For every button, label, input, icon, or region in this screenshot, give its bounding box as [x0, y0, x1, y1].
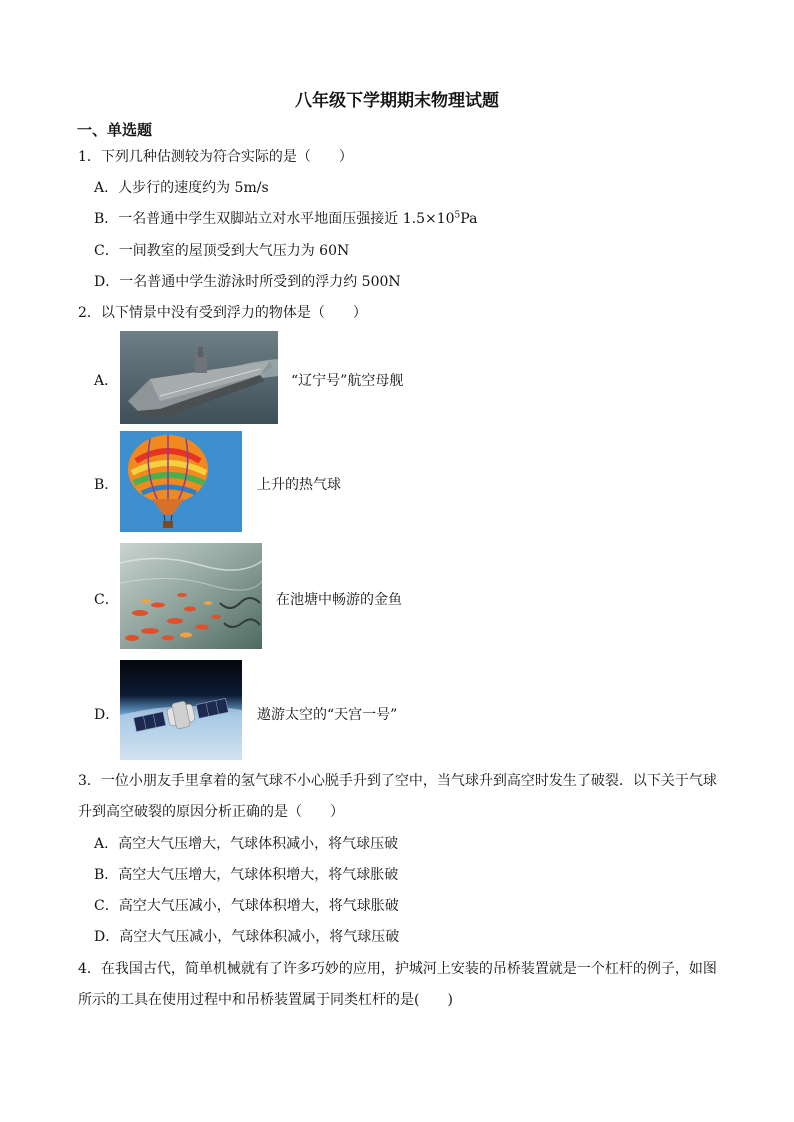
question-1-option-d: D．一名普通中学生游泳时所受到的浮力约 500N	[94, 274, 401, 290]
question-1-option-c: C．一间教室的屋顶受到大气压力为 60N	[94, 243, 350, 259]
question-1-stem: 1．下列几种估测较为符合实际的是（ ）	[78, 149, 353, 165]
question-3-option-c: C．高空大气压减小，气球体积增大，将气球胀破	[94, 898, 399, 914]
goldfish-pond-image	[120, 543, 262, 649]
question-2-option-b-caption: 上升的热气球	[257, 477, 341, 493]
question-1-option-a: A．人步行的速度约为 5m/s	[94, 180, 269, 196]
question-3-stem-line-1: 3．一位小朋友手里拿着的氢气球不小心脱手升到了空中，当气球升到高空时发生了破裂．以下关于气球	[78, 773, 717, 789]
section-heading: 一、单选题	[77, 121, 153, 139]
question-3-option-a: A．高空大气压增大，气球体积减小，将气球压破	[94, 836, 399, 852]
question-1-option-b: B．一名普通中学生双脚站立对水平地面压强接近 $1.5\times 10^5Pa$	[94, 210, 478, 227]
question-2-option-d-letter: D．	[94, 707, 120, 723]
question-3-stem-line-2: 升到高空破裂的原因分析正确的是（ ）	[78, 804, 344, 820]
question-2-option-c-caption: 在池塘中畅游的金鱼	[276, 592, 402, 608]
question-2-option-c-letter: C．	[94, 592, 119, 608]
question-4-stem-line-2: 所示的工具在使用过程中和吊桥装置属于同类杠杆的是( )	[78, 992, 453, 1008]
aircraft-carrier-image	[120, 331, 278, 424]
question-2-stem: 2．以下情景中没有受到浮力的物体是（ ）	[78, 305, 367, 321]
hot-air-balloon-image	[120, 431, 242, 532]
page-title: 八年级下学期期末物理试题	[295, 91, 499, 111]
question-2-option-b-letter: B．	[94, 477, 119, 493]
question-2-option-d-caption: 遨游太空的“天宫一号”	[257, 707, 398, 723]
space-station-image	[120, 660, 242, 760]
question-2-option-a-letter: A．	[94, 373, 119, 389]
question-2-option-a-caption: “辽宁号”航空母舰	[291, 373, 404, 389]
question-3-option-b: B．高空大气压增大，气球体积增大，将气球胀破	[94, 867, 399, 883]
question-3-option-d: D．高空大气压减小，气球体积减小，将气球压破	[94, 929, 400, 945]
question-4-stem-line-1: 4．在我国古代，简单机械就有了许多巧妙的应用，护城河上安装的吊桥装置就是一个杠杆的例子，如图	[78, 961, 717, 977]
